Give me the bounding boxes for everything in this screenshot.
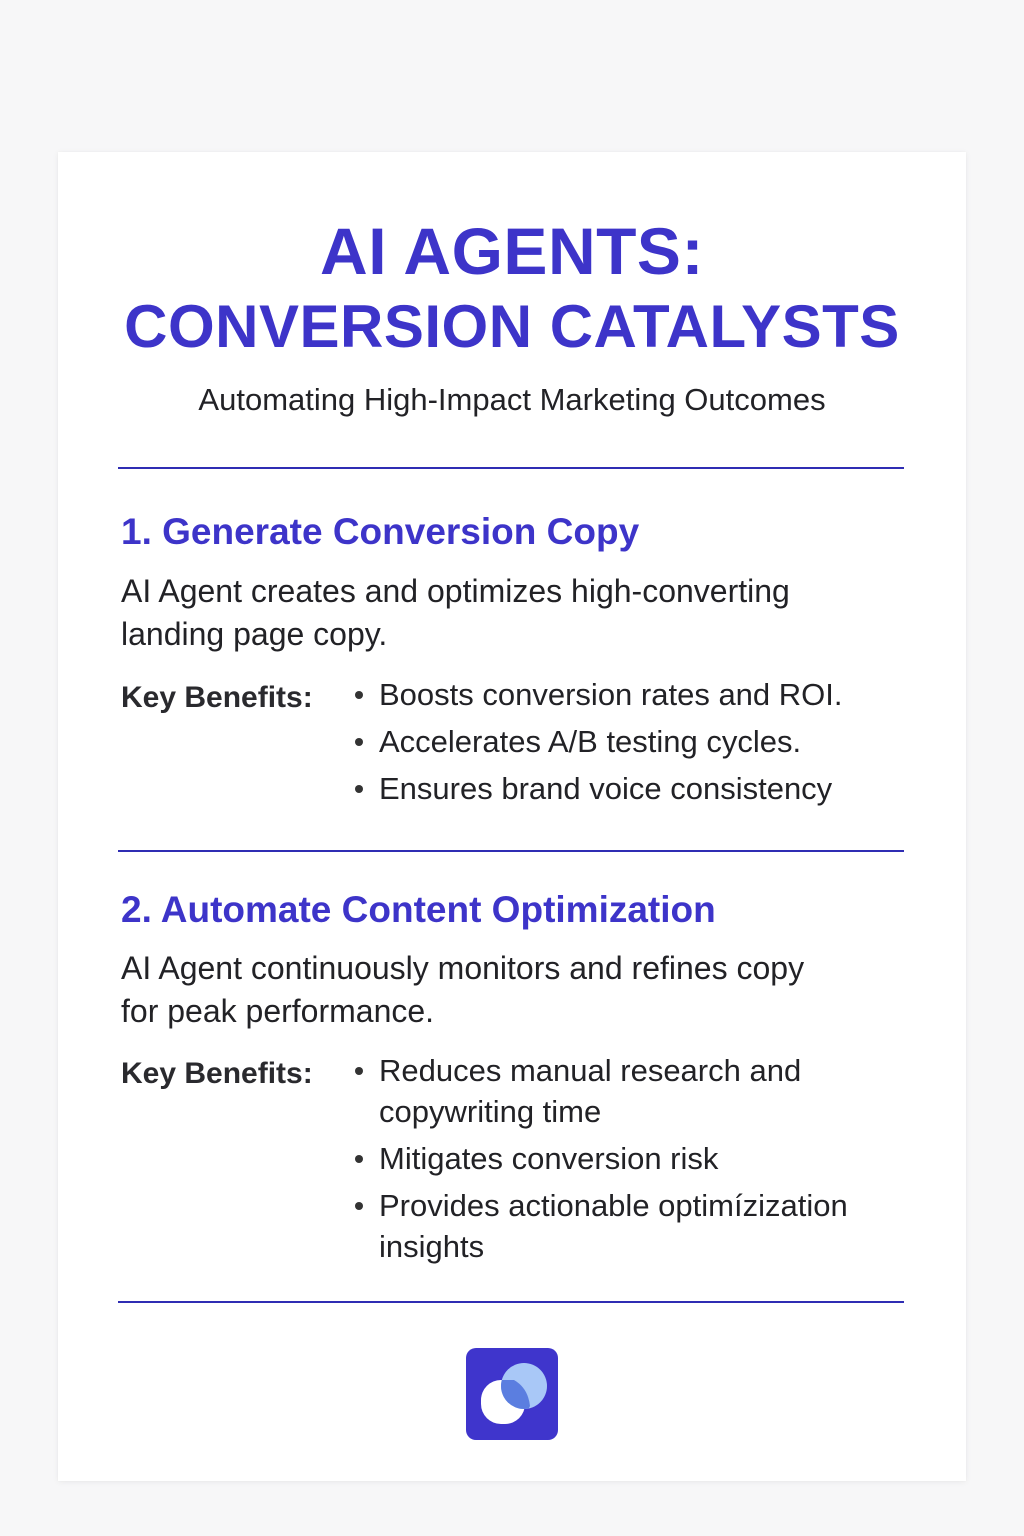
section-1-title: 1. Generate Conversion Copy bbox=[121, 511, 640, 552]
divider-bottom bbox=[118, 1301, 904, 1303]
subtitle: Automating High-Impact Marketing Outcomes bbox=[198, 382, 826, 417]
divider-middle bbox=[118, 850, 904, 852]
benefit-item bbox=[353, 1138, 893, 1179]
benefit-item bbox=[353, 768, 913, 809]
benefit-text: Mitigates conversion risk bbox=[379, 1141, 719, 1176]
overlapping-circles-logo-icon bbox=[466, 1348, 558, 1440]
benefit-text: Accelerates A/B testing cycles. bbox=[379, 724, 802, 759]
section-2-title: 2. Automate Content Optimization bbox=[121, 889, 716, 930]
section-2-description: AI Agent continuously monitors and refines copy for peak performance. bbox=[121, 950, 805, 1029]
benefit-item bbox=[353, 1050, 893, 1132]
benefit-item bbox=[353, 721, 913, 762]
benefit-item bbox=[353, 1185, 893, 1267]
bullet-icon bbox=[355, 1155, 363, 1163]
divider-top bbox=[118, 467, 904, 469]
bullet-icon bbox=[355, 1202, 363, 1210]
benefit-text: Ensures brand voice consistency bbox=[379, 771, 833, 806]
infographic-card bbox=[58, 152, 966, 1481]
bullet-icon bbox=[355, 1067, 363, 1075]
benefit-list bbox=[353, 674, 913, 815]
benefit-text: Boosts conversion rates and ROI. bbox=[379, 677, 843, 712]
benefit-item bbox=[353, 674, 913, 715]
benefit-list bbox=[353, 1050, 893, 1273]
benefit-text: Provides actionable optimízization insights bbox=[379, 1188, 848, 1264]
title-line-2: CONVERSION CATALYSTS bbox=[124, 293, 900, 360]
title-line-1: AI AGENTS: bbox=[320, 214, 704, 288]
bullet-icon bbox=[355, 738, 363, 746]
benefit-text: Reduces manual research and copywriting time bbox=[379, 1053, 802, 1129]
bullet-icon bbox=[355, 691, 363, 699]
benefits-label: Key Benefits: bbox=[121, 1057, 313, 1090]
benefits-label: Key Benefits: bbox=[121, 681, 313, 714]
section-1-description: AI Agent creates and optimizes high-converting landing page copy. bbox=[121, 573, 790, 652]
bullet-icon bbox=[355, 785, 363, 793]
logo-graphic bbox=[466, 1348, 558, 1440]
